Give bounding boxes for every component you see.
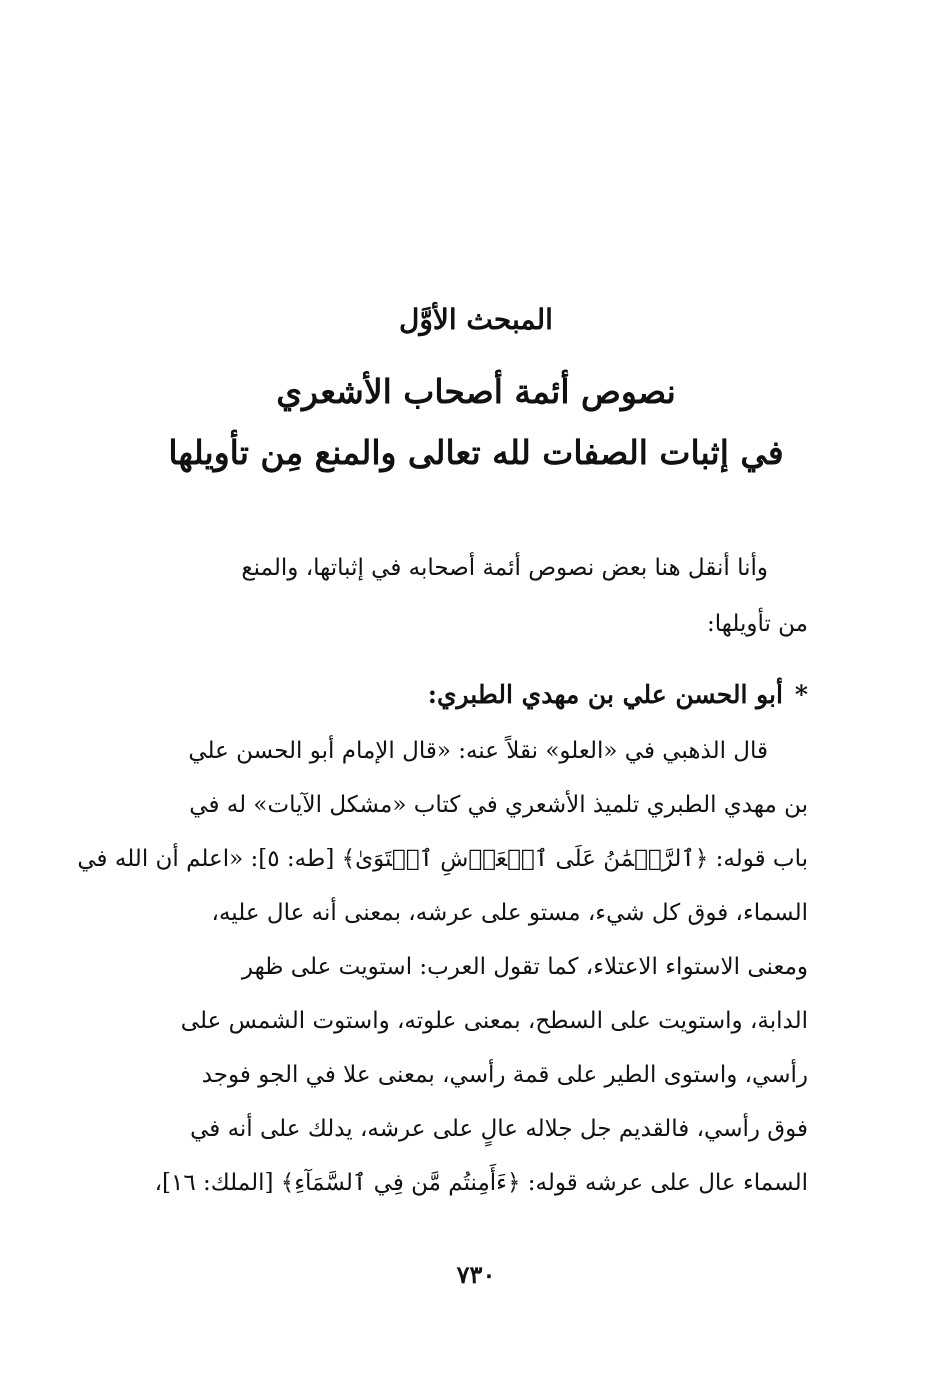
quote-line: باب قوله: ﴿ٱلرَّحۡمَٰنُ عَلَى ٱلۡعَرۡشِ ٱسۡتَوَىٰ﴾ [طه: ٥]: «اعلم أن الله في	[77, 846, 808, 872]
section-label: المبحث الأوَّل	[399, 303, 553, 336]
quote-line: رأسي، واستوى الطير على قمة رأسي، بمعنى علا في الجو فوجد	[201, 1062, 808, 1088]
intro-line: وأنا أنقل هنا بعض نصوص أئمة أصحابه في إثباتها، والمنع	[241, 555, 768, 581]
quote-line: الدابة، واستويت على السطح، بمعنى علوته، واستوت الشمس على	[180, 1008, 808, 1034]
quote-line: قال الذهبي في «العلو» نقلاً عنه: «قال الإمام أبو الحسن علي	[188, 738, 768, 764]
quote-line: ومعنى الاستواء الاعتلاء، كما تقول العرب: استويت على ظهر	[241, 954, 808, 980]
asterisk-bullet-icon: *	[794, 680, 808, 709]
quote-line: السماء، فوق كل شيء، مستو على عرشه، بمعنى أنه عال عليه،	[211, 900, 808, 926]
quote-paragraph	[77, 738, 808, 1218]
scholar-name: أبو الحسن علي بن مهدي الطبري:	[427, 680, 783, 709]
scholar-heading	[428, 680, 808, 709]
quote-line: فوق رأسي، فالقديم جل جلاله عالٍ على عرشه، يدلك على أنه في	[190, 1116, 808, 1142]
quote-line: بن مهدي الطبري تلميذ الأشعري في كتاب «مشكل الآيات» له في	[189, 792, 808, 818]
chapter-title-line-2: في إثبات الصفات لله تعالى والمنع مِن تأويلها	[168, 433, 784, 472]
intro-paragraph	[108, 555, 808, 665]
page-number: ٧٣٠	[456, 1260, 496, 1289]
intro-line: من تأويلها:	[706, 611, 808, 637]
quote-line: السماء عال على عرشه قوله: ﴿ءَأَمِنتُم مَّن فِي ٱلسَّمَآءِ﴾ [الملك: ١٦]،	[154, 1170, 808, 1196]
chapter-title-line-1: نصوص أئمة أصحاب الأشعري	[276, 372, 676, 411]
